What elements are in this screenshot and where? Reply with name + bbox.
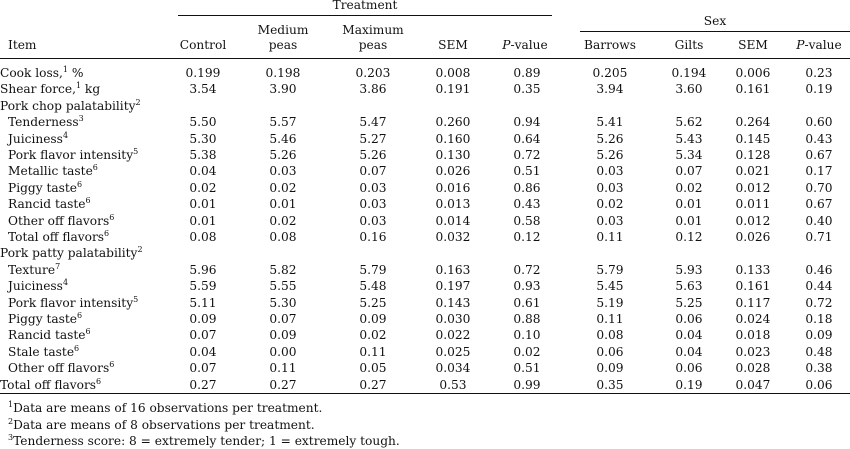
row-label-text: Metallic taste	[8, 164, 93, 179]
footnote-marker: 6	[77, 311, 83, 320]
table-row	[0, 278, 850, 294]
table-cell: 0.011	[735, 197, 771, 212]
table-cell: 5.55	[269, 279, 297, 294]
table-cell: 0.264	[735, 115, 771, 130]
footnote-marker: 6	[77, 179, 83, 189]
column-header-treatment-pvalue	[490, 38, 560, 53]
table-row	[0, 262, 850, 278]
table-cell: 0.133	[735, 262, 771, 277]
table-cell: 0.160	[435, 131, 471, 146]
footnote-text: Data are means of 16 observations per treatment.	[13, 401, 323, 415]
table-cell: 0.11	[596, 312, 624, 326]
row-label-text: Stale taste	[8, 344, 75, 359]
table-cell: 0.012	[735, 213, 771, 228]
table-row	[0, 180, 850, 196]
table-cell: 0.35	[513, 82, 541, 97]
table-cell: 5.63	[675, 279, 703, 294]
row-label-text: Shear force,	[0, 82, 76, 97]
row-label-text: Total off flavors	[8, 230, 105, 244]
table-cell: 0.02	[513, 344, 541, 359]
row-label-text: Cook loss,	[0, 66, 63, 80]
table-cell: 0.01	[269, 197, 297, 212]
table-cell: 5.30	[269, 295, 297, 310]
table-cell: 0.09	[805, 328, 833, 343]
row-label	[8, 229, 109, 245]
row-label	[8, 278, 68, 294]
table-cell: 0.11	[359, 344, 387, 359]
table-cell: 0.021	[735, 164, 771, 179]
table-row	[0, 360, 850, 376]
row-label	[8, 180, 82, 196]
table-cell: 0.07	[359, 164, 387, 179]
table-cell: 0.06	[675, 361, 703, 376]
table-cell: 0.191	[435, 82, 471, 97]
table-cell: 5.26	[269, 148, 297, 162]
table-cell: 0.11	[269, 361, 297, 376]
row-label-unit: %	[67, 66, 84, 80]
table-cell: 0.145	[735, 131, 771, 146]
table-cell: 0.09	[359, 312, 387, 326]
table-cell: 0.117	[735, 295, 771, 310]
footnote-marker: 6	[109, 360, 115, 370]
table-cell: 0.72	[513, 148, 541, 162]
table-cell: 0.72	[805, 295, 833, 310]
table-cell: 5.96	[189, 262, 217, 277]
row-label	[8, 295, 138, 311]
table-cell: 0.203	[355, 66, 391, 80]
table-bottom-rule	[0, 393, 850, 394]
table-cell: 0.19	[675, 377, 703, 392]
table-cell: 0.27	[269, 377, 297, 392]
table-cell: 0.51	[513, 164, 541, 179]
footnote-text: Data are means of 8 observations per treatment.	[13, 417, 315, 432]
row-label	[8, 163, 98, 179]
row-label	[0, 98, 141, 114]
table-cell: 0.026	[735, 230, 771, 244]
table-cell: 0.61	[513, 295, 541, 310]
footnote-marker: 6	[96, 376, 102, 386]
table-cell: 5.41	[596, 115, 624, 130]
header-bottom-rule	[0, 58, 850, 59]
table-cell: 0.08	[189, 230, 217, 244]
row-label-text: Piggy taste	[8, 180, 77, 195]
table-row	[0, 229, 850, 245]
row-label-text: Rancid taste	[8, 197, 86, 212]
table-cell: 0.44	[805, 279, 833, 294]
row-label-text: Other off flavors	[8, 213, 110, 228]
table-cell: 0.09	[596, 361, 624, 376]
table-cell: 0.89	[513, 66, 541, 80]
table-cell: 0.161	[735, 279, 771, 294]
table-cell: 0.01	[675, 197, 703, 212]
table-cell: 5.62	[675, 115, 703, 130]
table-cell: 0.43	[805, 131, 833, 146]
table-cell: 0.18	[805, 312, 833, 326]
table-cell: 0.40	[805, 213, 833, 228]
table-cell: 0.53	[439, 377, 467, 392]
table-cell: 5.25	[359, 295, 387, 310]
table-cell: 0.04	[189, 164, 217, 179]
footnote-marker: 1	[62, 65, 68, 74]
row-label-text: Rancid taste	[8, 328, 86, 343]
row-label	[8, 311, 82, 327]
table-cell: 0.023	[735, 344, 771, 359]
table-cell: 0.034	[435, 361, 471, 376]
row-label	[8, 327, 91, 343]
table-cell: 0.09	[189, 312, 217, 326]
table-cell: 0.35	[596, 377, 624, 392]
footnote-marker: 6	[92, 163, 98, 173]
table-cell: 5.11	[189, 295, 217, 310]
row-label-text: Pork chop palatability	[0, 98, 136, 113]
pvalue-rest: -value	[510, 38, 548, 52]
table-row	[0, 196, 850, 212]
row-label	[8, 213, 114, 229]
table-cell: 5.27	[359, 131, 387, 146]
table-cell: 0.006	[735, 66, 771, 80]
table-cell: 0.008	[435, 66, 471, 80]
row-label	[8, 131, 68, 147]
table-cell: 0.260	[435, 115, 471, 130]
table-cell: 0.38	[805, 361, 833, 376]
table-cell: 0.19	[805, 82, 833, 97]
pvalue-rest: -value	[804, 38, 842, 52]
row-label-unit: kg	[81, 82, 101, 97]
table-cell: 0.43	[513, 197, 541, 212]
row-label	[8, 196, 91, 212]
row-label-text: Texture	[8, 262, 56, 277]
row-label-text: Juiciness	[8, 131, 63, 146]
table-cell: 0.014	[435, 213, 471, 228]
footnote-marker: 6	[104, 229, 110, 238]
table-row	[0, 98, 850, 114]
table-cell: 0.199	[185, 66, 221, 80]
table-cell: 0.17	[805, 164, 833, 179]
sex-group-rule	[580, 31, 850, 32]
table-cell: 3.90	[269, 82, 297, 97]
table-row	[0, 147, 850, 163]
table-cell: 5.47	[359, 115, 387, 130]
footnote-marker: 4	[62, 278, 69, 288]
table-cell: 0.72	[513, 262, 541, 277]
table-cell: 3.94	[596, 82, 624, 97]
table-cell: 0.022	[435, 328, 471, 343]
column-header-medium-line2: peas	[268, 38, 298, 52]
treatment-group-header: Treatment	[332, 0, 398, 12]
table-cell: 5.19	[596, 295, 624, 310]
table-cell: 0.12	[513, 230, 541, 244]
column-header-barrows: Barrows	[584, 38, 636, 52]
footnote-marker: 5	[133, 147, 139, 156]
table-cell: 0.03	[359, 180, 387, 195]
table-cell: 3.60	[675, 82, 703, 97]
table-row	[0, 131, 850, 147]
column-header-medium-line1: Medium	[257, 23, 309, 37]
table-cell: 0.013	[435, 197, 471, 212]
table-cell: 0.16	[359, 230, 387, 244]
footnote-marker: 2	[135, 97, 141, 107]
row-label	[8, 360, 114, 376]
table-cell: 5.93	[675, 262, 703, 277]
table-cell: 0.27	[359, 377, 387, 392]
table-cell: 0.03	[359, 213, 387, 228]
table-cell: 0.88	[513, 312, 541, 326]
table-row	[0, 81, 850, 97]
footnote-number: 2	[8, 416, 14, 426]
table-cell: 0.10	[513, 328, 541, 343]
table-cell: 0.06	[675, 312, 703, 326]
table-cell: 0.161	[735, 82, 771, 97]
table-cell: 0.026	[435, 164, 471, 179]
table-cell: 3.54	[189, 82, 217, 97]
table-cell: 0.024	[735, 312, 771, 326]
table-cell: 0.23	[805, 66, 833, 80]
row-label	[8, 147, 138, 163]
table-cell: 5.34	[675, 148, 703, 162]
table-cell: 0.70	[805, 180, 833, 195]
table-cell: 0.03	[269, 164, 297, 179]
table-cell: 0.07	[675, 164, 703, 179]
footnote	[8, 434, 400, 449]
table-row	[0, 344, 850, 360]
table-cell: 0.93	[513, 279, 541, 294]
table-cell: 0.51	[513, 361, 541, 376]
table-cell: 0.198	[265, 66, 301, 80]
pvalue-italic-p: P	[796, 38, 805, 52]
table-row	[0, 114, 850, 130]
column-header-maximum-line1: Maximum	[342, 23, 404, 37]
table-row	[0, 327, 850, 343]
table-cell: 5.26	[596, 148, 624, 162]
row-label-text: Pork flavor intensity	[8, 295, 134, 310]
column-header-maximum-peas	[338, 23, 408, 53]
table-cell: 0.016	[435, 180, 471, 195]
table-cell: 0.012	[735, 180, 771, 195]
table-cell: 0.130	[435, 148, 471, 162]
footnote-number: 3	[8, 433, 14, 442]
row-label	[0, 81, 100, 97]
table-cell: 0.08	[269, 230, 297, 244]
table-cell: 0.04	[189, 344, 217, 359]
table-cell: 0.194	[671, 66, 707, 80]
table-cell: 0.02	[269, 213, 297, 228]
footnote-text: Tenderness score: 8 = extremely tender; 1 = extremely tough.	[13, 434, 400, 448]
table-cell: 0.032	[435, 230, 471, 244]
row-label	[0, 65, 83, 81]
footnote-marker: 6	[109, 212, 115, 222]
table-cell: 5.59	[189, 279, 217, 294]
table-cell: 5.57	[269, 115, 297, 130]
table-cell: 0.99	[513, 377, 541, 392]
table-row	[0, 377, 850, 393]
row-label-text: Piggy taste	[8, 312, 77, 326]
column-header-medium-peas	[248, 23, 318, 53]
column-header-maximum-line2: peas	[358, 38, 388, 52]
table-cell: 0.04	[675, 328, 703, 343]
table-cell: 0.12	[675, 230, 703, 244]
table-cell: 0.07	[189, 328, 217, 343]
table-cell: 0.67	[805, 197, 833, 212]
table-cell: 0.197	[435, 279, 471, 294]
table-cell: 0.00	[269, 344, 297, 359]
table-cell: 5.26	[596, 131, 624, 146]
table-cell: 0.04	[675, 344, 703, 359]
row-label-text: Total off flavors	[0, 377, 97, 392]
footnote-marker: 5	[133, 294, 139, 304]
table-cell: 0.94	[513, 115, 541, 130]
table-cell: 0.11	[596, 230, 624, 244]
table-cell: 0.028	[735, 361, 771, 376]
footnote-marker: 7	[55, 261, 61, 271]
table-row	[0, 213, 850, 229]
table-cell: 0.09	[269, 328, 297, 343]
pvalue-italic-p: P	[502, 38, 511, 52]
table-row	[0, 295, 850, 311]
table-cell: 0.047	[735, 377, 771, 392]
table-cell: 0.03	[596, 213, 624, 228]
table-cell: 0.27	[189, 377, 217, 392]
column-header-gilts: Gilts	[674, 38, 704, 52]
table-row	[0, 245, 850, 261]
table-row	[0, 65, 850, 81]
table-cell: 5.48	[359, 279, 387, 294]
table-cell: 0.86	[513, 180, 541, 195]
table-cell: 0.64	[513, 131, 541, 146]
footnote	[8, 418, 315, 433]
footnote-marker: 4	[62, 130, 69, 140]
footnote-marker: 6	[85, 327, 91, 337]
table-cell: 0.03	[596, 180, 624, 195]
table-cell: 5.43	[675, 131, 703, 146]
table-cell: 0.02	[189, 180, 217, 195]
table-cell: 0.03	[359, 197, 387, 212]
table-cell: 0.02	[675, 180, 703, 195]
table-cell: 0.67	[805, 148, 833, 162]
table-cell: 0.07	[189, 361, 217, 376]
table-cell: 0.02	[359, 328, 387, 343]
sex-group-header: Sex	[703, 14, 727, 28]
column-header-control: Control	[179, 38, 227, 52]
column-header-treatment-sem: SEM	[438, 38, 468, 52]
table-cell: 0.60	[805, 115, 833, 130]
table-cell: 0.58	[513, 213, 541, 228]
table-cell: 0.018	[735, 328, 771, 343]
footnote-marker: 2	[137, 245, 143, 255]
treatment-group-rule	[178, 15, 552, 16]
column-header-sex-pvalue	[786, 38, 850, 53]
table-cell: 0.163	[435, 262, 471, 277]
table-cell: 5.79	[359, 262, 387, 277]
table-cell: 0.01	[189, 197, 217, 212]
table-cell: 0.030	[435, 312, 471, 326]
table-cell: 0.02	[596, 197, 624, 212]
row-label-text: Tenderness	[8, 115, 79, 130]
column-header-item: Item	[8, 38, 37, 52]
table-cell: 0.03	[596, 164, 624, 179]
row-label	[0, 377, 101, 393]
row-label-text: Pork flavor intensity	[8, 148, 134, 162]
row-label	[8, 262, 60, 278]
footnote-marker: 6	[74, 343, 80, 353]
table-cell: 5.82	[269, 262, 297, 277]
row-label	[0, 245, 143, 261]
footnote-marker: 3	[78, 114, 84, 124]
row-label	[8, 344, 79, 360]
table-cell: 0.48	[805, 344, 833, 359]
table-cell: 0.143	[435, 295, 471, 310]
table-cell: 0.06	[596, 344, 624, 359]
table-cell: 0.08	[596, 328, 624, 343]
column-header-sex-sem: SEM	[738, 38, 768, 52]
table-row	[0, 163, 850, 179]
table-cell: 0.025	[435, 344, 471, 359]
table-cell: 5.30	[189, 131, 217, 146]
table-cell: 5.46	[269, 131, 297, 146]
footnote-marker: 1	[75, 81, 82, 91]
row-label-text: Pork patty palatability	[0, 246, 138, 261]
table-cell: 5.26	[359, 148, 387, 162]
table-cell: 0.01	[189, 213, 217, 228]
table-cell: 5.79	[596, 262, 624, 277]
table-cell: 5.45	[596, 279, 624, 294]
table-cell: 0.128	[735, 148, 771, 162]
table-cell: 0.46	[805, 262, 833, 277]
table-cell: 0.07	[269, 312, 297, 326]
table-cell: 0.205	[592, 66, 628, 80]
row-label-text: Juiciness	[8, 279, 63, 294]
footnote	[8, 401, 322, 416]
table-cell: 0.05	[359, 361, 387, 376]
table-cell: 3.86	[359, 82, 387, 97]
table-cell: 0.02	[269, 180, 297, 195]
table-cell: 5.25	[675, 295, 703, 310]
table-cell: 0.01	[675, 213, 703, 228]
row-label-text: Other off flavors	[8, 361, 110, 376]
table-cell: 0.06	[805, 377, 833, 392]
row-label	[8, 114, 84, 130]
footnote-marker: 6	[85, 196, 91, 206]
table-row	[0, 311, 850, 327]
footnote-number: 1	[8, 400, 14, 409]
table-cell: 5.50	[189, 115, 217, 130]
table-cell: 5.38	[189, 148, 217, 162]
table-cell: 0.71	[805, 230, 833, 244]
